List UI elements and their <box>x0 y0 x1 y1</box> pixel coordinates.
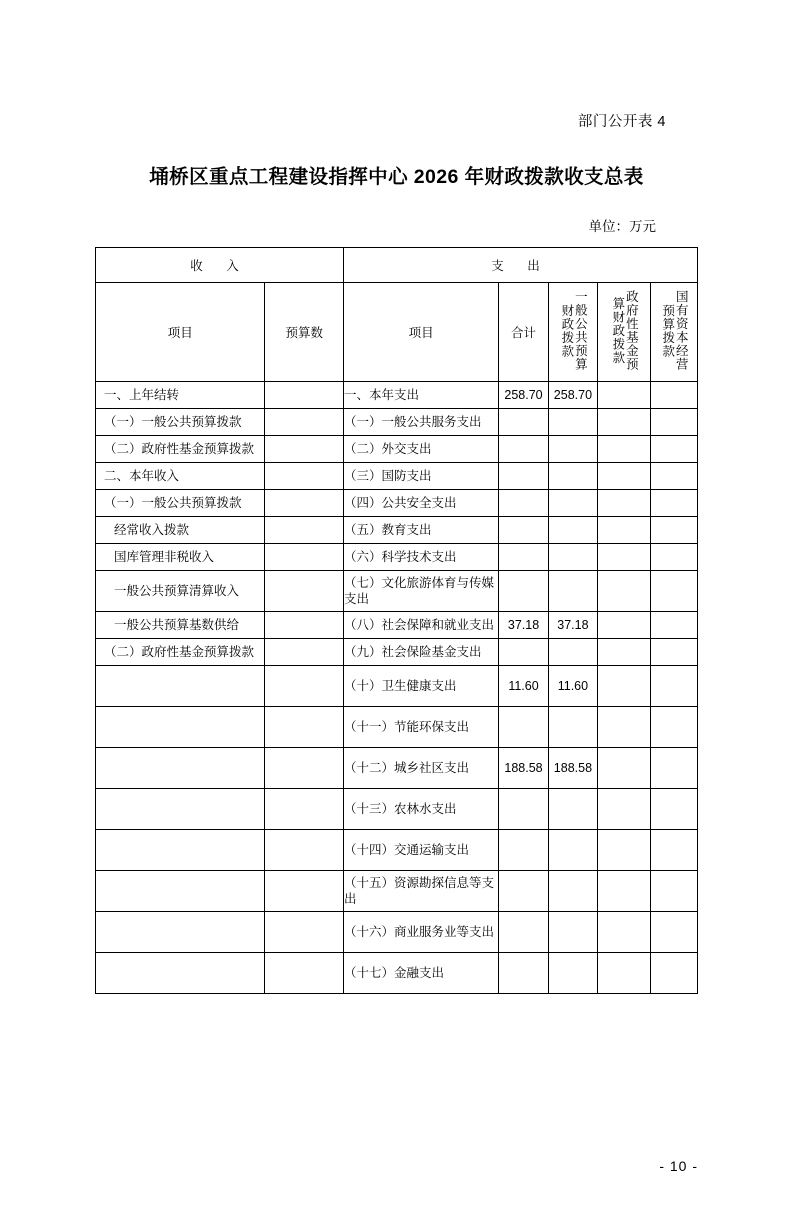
cell-income-budget <box>265 463 344 490</box>
cell-gov-fund-budget <box>598 544 650 571</box>
cell-state-capital-budget <box>650 639 697 666</box>
cell-gov-fund-budget <box>598 436 650 463</box>
cell-income-item <box>96 748 265 789</box>
budget-table <box>95 247 698 994</box>
cell-total: 188.58 <box>499 748 548 789</box>
table-row <box>96 830 698 871</box>
cell-gov-fund-budget <box>598 490 650 517</box>
cell-income-item <box>96 830 265 871</box>
column-header-exp-item: 项目 <box>344 283 499 382</box>
cell-total <box>499 409 548 436</box>
cell-income-budget <box>265 571 344 612</box>
cell-gov-fund-budget <box>598 871 650 912</box>
cell-general-public-budget <box>548 436 597 463</box>
cell-total <box>499 517 548 544</box>
cell-income-budget <box>265 748 344 789</box>
cell-total: 37.18 <box>499 612 548 639</box>
cell-total <box>499 463 548 490</box>
cell-gov-fund-budget <box>598 789 650 830</box>
cell-total: 11.60 <box>499 666 548 707</box>
table-row <box>96 707 698 748</box>
cell-gov-fund-budget <box>598 571 650 612</box>
cell-income-budget <box>265 382 344 409</box>
column-header-income-item: 项目 <box>96 283 265 382</box>
table-row <box>96 409 698 436</box>
cell-gov-fund-budget <box>598 912 650 953</box>
cell-expenditure-item: （一）一般公共服务支出 <box>344 409 499 436</box>
cell-income-item: 一般公共预算基数供给 <box>96 612 265 639</box>
cell-gov-fund-budget <box>598 666 650 707</box>
cell-income-item: 一、上年结转 <box>96 382 265 409</box>
cell-income-item: 二、本年收入 <box>96 463 265 490</box>
cell-income-budget <box>265 789 344 830</box>
table-row <box>96 436 698 463</box>
cell-expenditure-item: （十六）商业服务业等支出 <box>344 912 499 953</box>
cell-gov-fund-budget <box>598 517 650 544</box>
cell-general-public-budget: 258.70 <box>548 382 597 409</box>
cell-state-capital-budget <box>650 871 697 912</box>
cell-expenditure-item: （十五）资源勘探信息等支出 <box>344 871 499 912</box>
cell-general-public-budget <box>548 871 597 912</box>
column-header-income-budget: 预算数 <box>265 283 344 382</box>
cell-total <box>499 789 548 830</box>
cell-income-item: 国库管理非税收入 <box>96 544 265 571</box>
cell-income-budget <box>265 544 344 571</box>
cell-income-budget <box>265 912 344 953</box>
cell-expenditure-item: （二）外交支出 <box>344 436 499 463</box>
table-row <box>96 544 698 571</box>
cell-expenditure-item: （十四）交通运输支出 <box>344 830 499 871</box>
cell-gov-fund-budget <box>598 612 650 639</box>
table-row <box>96 571 698 612</box>
cell-general-public-budget <box>548 789 597 830</box>
cell-state-capital-budget <box>650 463 697 490</box>
cell-expenditure-item: 一、本年支出 <box>344 382 499 409</box>
cell-income-budget <box>265 409 344 436</box>
cell-income-budget <box>265 517 344 544</box>
cell-gov-fund-budget <box>598 830 650 871</box>
cell-state-capital-budget <box>650 830 697 871</box>
column-header-state-capital-budget: 国有资本经营预算拨款 <box>650 283 697 382</box>
table-row <box>96 517 698 544</box>
cell-general-public-budget <box>548 490 597 517</box>
cell-general-public-budget <box>548 409 597 436</box>
group-header-expenditure: 支 出 <box>344 248 698 283</box>
cell-expenditure-item: （十二）城乡社区支出 <box>344 748 499 789</box>
cell-gov-fund-budget <box>598 409 650 436</box>
cell-income-budget <box>265 612 344 639</box>
cell-state-capital-budget <box>650 748 697 789</box>
cell-total: 258.70 <box>499 382 548 409</box>
cell-income-budget <box>265 953 344 994</box>
cell-income-budget <box>265 436 344 463</box>
cell-expenditure-item: （五）教育支出 <box>344 517 499 544</box>
table-row <box>96 612 698 639</box>
column-header-total: 合计 <box>499 283 548 382</box>
cell-income-item: （二）政府性基金预算拨款 <box>96 436 265 463</box>
table-row <box>96 666 698 707</box>
cell-gov-fund-budget <box>598 382 650 409</box>
table-row <box>96 748 698 789</box>
cell-gov-fund-budget <box>598 639 650 666</box>
cell-income-budget <box>265 639 344 666</box>
cell-state-capital-budget <box>650 409 697 436</box>
cell-total <box>499 912 548 953</box>
cell-general-public-budget <box>548 639 597 666</box>
cell-state-capital-budget <box>650 789 697 830</box>
cell-general-public-budget: 11.60 <box>548 666 597 707</box>
cell-total <box>499 953 548 994</box>
cell-general-public-budget <box>548 544 597 571</box>
cell-income-item <box>96 666 265 707</box>
form-number-label: 部门公开表 4 <box>577 114 666 130</box>
cell-total <box>499 707 548 748</box>
table-column-header-row <box>96 283 698 382</box>
table-row <box>96 490 698 517</box>
cell-expenditure-item: （三）国防支出 <box>344 463 499 490</box>
cell-state-capital-budget <box>650 544 697 571</box>
table-row <box>96 639 698 666</box>
cell-income-budget <box>265 871 344 912</box>
cell-state-capital-budget <box>650 707 697 748</box>
cell-income-item <box>96 871 265 912</box>
table-row <box>96 382 698 409</box>
cell-gov-fund-budget <box>598 953 650 994</box>
cell-income-budget <box>265 666 344 707</box>
cell-state-capital-budget <box>650 436 697 463</box>
cell-state-capital-budget <box>650 612 697 639</box>
unit-note: 单位：万元 <box>588 219 656 234</box>
cell-state-capital-budget <box>650 490 697 517</box>
group-header-income: 收 入 <box>96 248 344 283</box>
cell-expenditure-item: （九）社会保险基金支出 <box>344 639 499 666</box>
cell-general-public-budget <box>548 953 597 994</box>
cell-expenditure-item: （七）文化旅游体育与传媒支出 <box>344 571 499 612</box>
cell-income-item: （一）一般公共预算拨款 <box>96 409 265 436</box>
cell-gov-fund-budget <box>598 463 650 490</box>
cell-state-capital-budget <box>650 912 697 953</box>
cell-state-capital-budget <box>650 571 697 612</box>
cell-expenditure-item: （四）公共安全支出 <box>344 490 499 517</box>
cell-income-budget <box>265 830 344 871</box>
cell-income-item <box>96 789 265 830</box>
cell-income-budget <box>265 490 344 517</box>
cell-income-item: （一）一般公共预算拨款 <box>96 490 265 517</box>
cell-general-public-budget <box>548 707 597 748</box>
cell-total <box>499 830 548 871</box>
cell-expenditure-item: （八）社会保障和就业支出 <box>344 612 499 639</box>
cell-expenditure-item: （十三）农林水支出 <box>344 789 499 830</box>
table-row <box>96 953 698 994</box>
page-title: 埇桥区重点工程建设指挥中心 2026 年财政拨款收支总表 <box>149 166 644 188</box>
cell-general-public-budget <box>548 463 597 490</box>
cell-general-public-budget <box>548 830 597 871</box>
document-page <box>0 110 793 1232</box>
cell-general-public-budget <box>548 571 597 612</box>
cell-expenditure-item: （十一）节能环保支出 <box>344 707 499 748</box>
cell-expenditure-item: （十七）金融支出 <box>344 953 499 994</box>
table-row <box>96 871 698 912</box>
cell-general-public-budget: 188.58 <box>548 748 597 789</box>
cell-total <box>499 544 548 571</box>
cell-total <box>499 490 548 517</box>
cell-state-capital-budget <box>650 517 697 544</box>
cell-income-item: 一般公共预算清算收入 <box>96 571 265 612</box>
cell-income-item: 经常收入拨款 <box>96 517 265 544</box>
cell-state-capital-budget <box>650 666 697 707</box>
cell-state-capital-budget <box>650 382 697 409</box>
cell-income-item <box>96 953 265 994</box>
column-header-general-public-budget: 一般公共预算财政拨款 <box>548 283 597 382</box>
table-row <box>96 463 698 490</box>
cell-state-capital-budget <box>650 953 697 994</box>
cell-income-item <box>96 912 265 953</box>
cell-gov-fund-budget <box>598 748 650 789</box>
cell-general-public-budget <box>548 912 597 953</box>
cell-total <box>499 436 548 463</box>
cell-income-item <box>96 707 265 748</box>
page-number: - 10 - <box>659 1158 698 1174</box>
column-header-gov-fund-budget: 政府性基金预算财政拨款 <box>598 283 650 382</box>
table-row <box>96 912 698 953</box>
cell-total <box>499 571 548 612</box>
cell-general-public-budget: 37.18 <box>548 612 597 639</box>
cell-total <box>499 871 548 912</box>
cell-general-public-budget <box>548 517 597 544</box>
cell-gov-fund-budget <box>598 707 650 748</box>
table-group-header-row <box>96 248 698 283</box>
table-row <box>96 789 698 830</box>
cell-total <box>499 639 548 666</box>
cell-expenditure-item: （六）科学技术支出 <box>344 544 499 571</box>
cell-income-budget <box>265 707 344 748</box>
cell-expenditure-item: （十）卫生健康支出 <box>344 666 499 707</box>
cell-income-item: （二）政府性基金预算拨款 <box>96 639 265 666</box>
